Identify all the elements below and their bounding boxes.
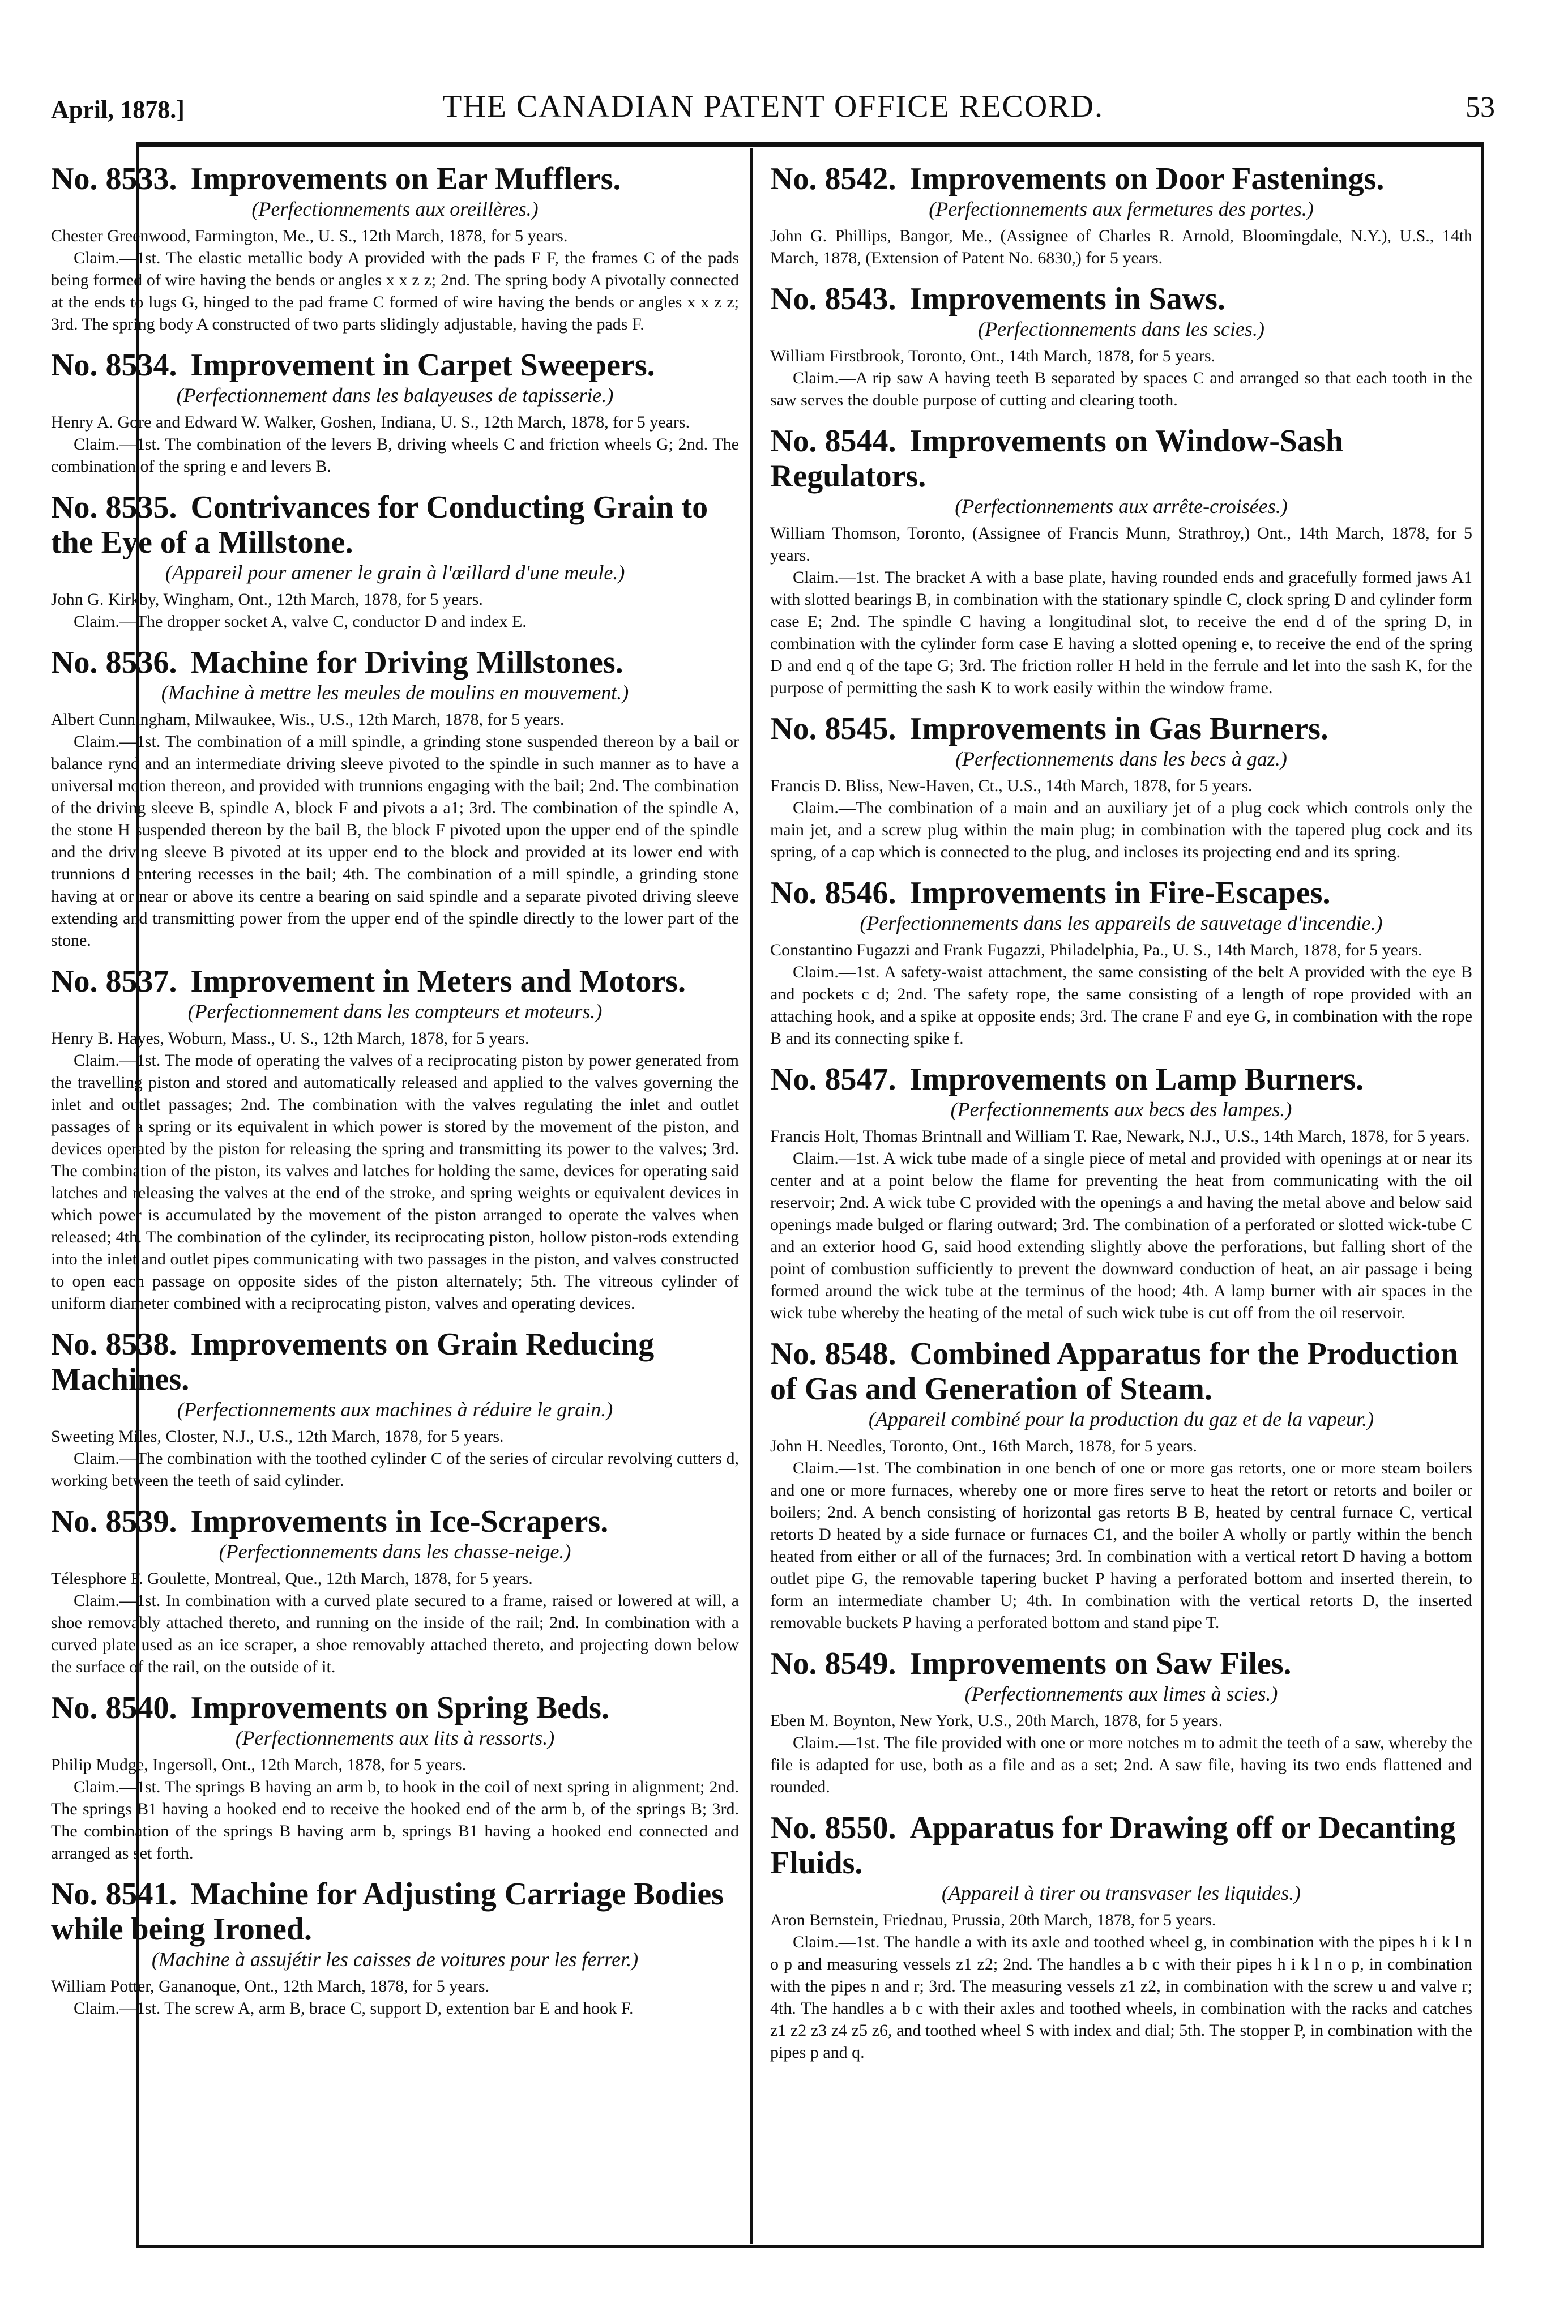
- claim-text: Claim.—1st. The combination of the levers B, driving wheels C and friction wheels G; 2nd. The combination of the spring e and levers B.: [51, 435, 739, 476]
- patent-number: No. 8540.: [51, 1690, 177, 1725]
- french-title: (Appareil à tirer ou transvaser les liquides.): [941, 1882, 1301, 1904]
- french-title: (Appareil combiné pour la production du gaz et de la vapeur.): [868, 1408, 1374, 1430]
- applicant-line: John H. Needles, Toronto, Ont., 16th March, 1878, for 5 years.: [770, 1437, 1197, 1455]
- patent-number: No. 8541.: [51, 1877, 177, 1912]
- applicant-line: Constantino Fugazzi and Frank Fugazzi, Philadelphia, Pa., U. S., 14th March, 1878, for 5 years.: [770, 941, 1422, 959]
- claim-text: Claim.—1st. The handle a with its axle and toothed wheel g, in combination with the pipes h i k l n o p and measuring vessels z1 z2; 2nd. The handles a b c with their pipes h i k l n o p, in combination with the pipes n and r; 3rd. The measuring vessels z1 z2, in combination with the screw u and valve r; 4th. The handles a b c with their axles and toothed wheels, in combination with the racks and catches z1 z2 z3 z4 z5 z6, and toothed wheel S with index and dial; 5th. The stopper P, in combination with the pipes p and q.: [770, 1933, 1472, 2062]
- patent-entry: [51, 1327, 739, 1492]
- patent-number: No. 8537.: [51, 964, 177, 999]
- patent-title-text: Improvements in Fire-Escapes.: [909, 875, 1331, 911]
- right-column: [770, 161, 1472, 2076]
- patent-entry: [770, 161, 1472, 269]
- patent-entry: [770, 711, 1472, 863]
- publication-title: THE CANADIAN PATENT OFFICE RECORD.: [442, 89, 1104, 124]
- patent-number: No. 8545.: [770, 711, 896, 746]
- french-title: (Machine à assujétir les caisses de voitures pour les ferrer.): [151, 1948, 639, 1971]
- column-divider: [750, 148, 753, 2244]
- patent-number: No. 8548.: [770, 1336, 896, 1372]
- patent-entry: [51, 1690, 739, 1864]
- patent-title-text: Contrivances for Conducting Grain to the Eye of a Millstone.: [51, 490, 708, 560]
- claim-text: Claim.—1st. The springs B having an arm b, to hook in the coil of next spring in alignment; 2nd. The springs B1 having a hooked end to receive the hooked end of the arm b, of the springs B; 3rd. The combination of the springs B having arm b, springs B1 having a hooked end connected and arranged as set forth.: [51, 1778, 739, 1862]
- french-title: (Perfectionnements aux lits à ressorts.): [235, 1727, 555, 1749]
- patent-title: [770, 161, 1472, 196]
- patent-number: No. 8550.: [770, 1810, 896, 1845]
- patent-number: No. 8547.: [770, 1062, 896, 1097]
- applicant-line: Eben M. Boynton, New York, U.S., 20th March, 1878, for 5 years.: [770, 1711, 1223, 1730]
- patent-title-text: Improvements on Spring Beds.: [190, 1690, 609, 1725]
- patent-title: [51, 1327, 739, 1397]
- patent-number: No. 8536.: [51, 645, 177, 680]
- issue-date: April, 1878.]: [51, 96, 185, 123]
- patent-entry: [51, 964, 739, 1314]
- patent-title: [770, 424, 1472, 494]
- patent-number: No. 8534.: [51, 348, 177, 383]
- claim-text: Claim.—1st. The combination in one bench of one or more gas retorts, one or more steam boilers and one or more furnaces, whereby one or more fires serve to heat the retort or retorts and boiler or boilers; 2nd. A bench consisting of horizontal gas retorts B B, heated by central furnace C, vertical retorts D heated by a side furnace or furnaces C1, and the boiler A wholly or partly within the bench heated from either or all of the furnaces; 3rd. In combination with a vertical retort D having a bottom outlet pipe G, the removable tapering bucket P having a perforated bottom and inserted therein, to form an intermediate chamber U; 4th. In combination with the vertical retorts D, the inserted removable buckets P having a perforated bottom and stand pipe T.: [770, 1459, 1472, 1632]
- claim-text: Claim.—1st. The mode of operating the valves of a reciprocating piston by power generated from the travelling piston and stored and automatically released and applied to the valves governing the inlet and outlet passages; 2nd. The combination with the valves regulating the inlet and outlet passages of a spring or its equivalent in which power is stored by the movement of the piston, and devices operated by the piston for releasing the spring and transmitting its power to the valves; 3rd. The combination of the piston, its valves and latches for holding the same, devices for operating said latches and releasing the valves at the end of the stroke, and spring weights or equivalent devices in which power is accumulated by the movement of the piston arranged to operate the valves when released; 4th. The combination of the cylinder, its reciprocating piston, hollow piston-rods extending into the inlet and outlet pipes communicating with two passages in the piston, and valves constructed to open each passage on opposite sides of the piston alternately; 5th. The vitreous cylinder of uniform diameter combined with a reciprocating piston, valves and operating devices.: [51, 1051, 739, 1313]
- french-title: (Perfectionnements aux oreillères.): [251, 198, 539, 220]
- french-title: (Perfectionnements aux arrête-croisées.): [955, 495, 1288, 518]
- french-title: (Perfectionnement dans les balayeuses de tapisserie.): [176, 384, 614, 407]
- applicant-line: Philip Mudge, Ingersoll, Ont., 12th March, 1878, for 5 years.: [51, 1755, 467, 1774]
- patent-number: No. 8538.: [51, 1327, 177, 1362]
- patent-entry: [51, 1877, 739, 2019]
- french-title: (Perfectionnements dans les chasse-neige.): [219, 1540, 571, 1563]
- page-header: [51, 85, 1495, 136]
- french-title: (Perfectionnements aux machines à réduire le grain.): [177, 1398, 613, 1421]
- patent-entry: [51, 348, 739, 477]
- patent-number: No. 8543.: [770, 281, 896, 317]
- patent-title: [770, 1336, 1472, 1407]
- patent-title-text: Apparatus for Drawing off or Decanting Fluids.: [770, 1810, 1456, 1881]
- applicant-line: John G. Kirkby, Wingham, Ont., 12th March, 1878, for 5 years.: [51, 590, 483, 609]
- patent-title: [51, 1690, 739, 1725]
- patent-title: [51, 1877, 739, 1947]
- patent-entry: [770, 1646, 1472, 1798]
- patent-title: [51, 645, 739, 680]
- applicant-line: Télesphore F. Goulette, Montreal, Que., 12th March, 1878, for 5 years.: [51, 1569, 533, 1588]
- patent-entry: [51, 490, 739, 633]
- patent-title: [770, 1062, 1472, 1097]
- applicant-line: Sweeting Miles, Closter, N.J., U.S., 12th March, 1878, for 5 years.: [51, 1427, 504, 1446]
- patent-title-text: Combined Apparatus for the Production of Gas and Generation of Steam.: [770, 1336, 1459, 1407]
- french-title: (Perfectionnements aux limes à scies.): [964, 1682, 1278, 1705]
- applicant-line: Aron Bernstein, Friednau, Prussia, 20th March, 1878, for 5 years.: [770, 1911, 1216, 1929]
- claim-text: Claim.—1st. The file provided with one or more notches m to admit the teeth of a saw, whereby the file is adapted for use, both as a file and as a set; 2nd. A saw file, having its two ends flattened and rounded.: [770, 1733, 1472, 1796]
- left-column: [51, 161, 739, 2032]
- french-title: (Machine à mettre les meules de moulins en mouvement.): [161, 681, 629, 704]
- patent-title-text: Improvement in Carpet Sweepers.: [190, 348, 655, 383]
- applicant-line: Henry B. Hayes, Woburn, Mass., U. S., 12th March, 1878, for 5 years.: [51, 1029, 529, 1048]
- patent-title: [51, 1504, 739, 1539]
- patent-number: No. 8549.: [770, 1646, 896, 1681]
- french-title: (Perfectionnements aux becs des lampes.): [950, 1098, 1292, 1121]
- patent-title-text: Improvements in Gas Burners.: [909, 711, 1328, 746]
- claim-text: Claim.—1st. The bracket A with a base plate, having rounded ends and gracefully formed jaws A1 with slotted bearings B, in combination with the stationary spindle C, clock spring D and cylinder form case E; 2nd. The spindle C having a longitudinal slot, to receive the end d of the spring D, in combination with the cylinder form case E having a slotted opening e, to receive the end of the spring D and end q of the tape G; 3rd. The friction roller H held in the ferrule and let into the sash K, for the purpose of permitting the sash K to work easily within the window frame.: [770, 568, 1472, 697]
- patent-entry: [770, 281, 1472, 411]
- patent-title: [770, 875, 1472, 911]
- patent-number: No. 8546.: [770, 875, 896, 911]
- claim-text: Claim.—1st. The screw A, arm B, brace C, support D, extention bar E and hook F.: [74, 1999, 634, 2018]
- patent-title-text: Improvement in Meters and Motors.: [190, 964, 686, 999]
- claim-text: Claim.—The dropper socket A, valve C, conductor D and index E.: [74, 612, 527, 631]
- patent-title: [770, 711, 1472, 746]
- applicant-line: Henry A. Gore and Edward W. Walker, Goshen, Indiana, U. S., 12th March, 1878, for 5 years.: [51, 413, 690, 432]
- french-title: (Perfectionnements dans les scies.): [978, 318, 1264, 340]
- applicant-line: William Firstbrook, Toronto, Ont., 14th March, 1878, for 5 years.: [770, 347, 1216, 365]
- claim-text: Claim.—1st. The elastic metallic body A provided with the pads F F, the frames C of the pads being formed of wire having the bends or angles x x z z; 2nd. The spring body A pivotally connected at the ends to lugs G, hinged to the pad frame C formed of wire having the bends or angles x x z z; 3rd. The spring body A constructed of two parts slidingly adjustable, having the pads F.: [51, 249, 739, 334]
- french-title: (Perfectionnements dans les appareils de sauvetage d'incendie.): [860, 912, 1383, 934]
- patent-title-text: Machine for Driving Millstones.: [190, 645, 623, 680]
- patent-title-text: Improvements on Lamp Burners.: [909, 1062, 1364, 1097]
- patent-title-text: Improvements on Window-Sash Regulators.: [770, 424, 1343, 494]
- patent-title: [770, 281, 1472, 317]
- patent-title: [51, 490, 739, 560]
- patent-number: No. 8533.: [51, 161, 177, 196]
- french-title: (Perfectionnements dans les becs à gaz.): [955, 747, 1287, 770]
- patent-title-text: Improvements on Grain Reducing Machines.: [51, 1327, 655, 1397]
- patent-entry: [770, 875, 1472, 1049]
- patent-entry: [770, 1336, 1472, 1634]
- patent-title: [51, 964, 739, 999]
- applicant-line: William Thomson, Toronto, (Assignee of Francis Munn, Strathroy,) Ont., 14th March, 1878, for 5 years.: [770, 524, 1472, 565]
- applicant-line: William Potter, Gananoque, Ont., 12th March, 1878, for 5 years.: [51, 1977, 490, 1996]
- claim-text: Claim.—1st. The combination of a mill spindle, a grinding stone suspended thereon by a bail or balance rynd and an intermediate driving sleeve pivoted to the spindle in such manner as to have a universal motion thereon, and provided with trunnions engaging with the bail; 2nd. The combination of the driving sleeve B, spindle A, block F and pivots a a1; 3rd. The combination of the spindle A, the stone H suspended thereon by the bail B, the block F pivoted upon the upper end of the spindle and the driving sleeve B pivoted at its upper end to the block and provided at its lower end with trunnions d entering recesses in the bail; 4th. The combination of a mill spindle, a grinding stone having at or near or above its centre a bearing on said spindle and a separate pivoted driving sleeve extending and transmitting power from the upper end of the spindle directly to the lower part of the stone.: [51, 732, 739, 950]
- applicant-line: Albert Cunningham, Milwaukee, Wis., U.S., 12th March, 1878, for 5 years.: [51, 710, 565, 729]
- applicant-line: Francis Holt, Thomas Brintnall and William T. Rae, Newark, N.J., U.S., 14th March, 1878, for 5 years.: [770, 1127, 1470, 1146]
- patent-number: No. 8539.: [51, 1504, 177, 1539]
- patent-number: No. 8535.: [51, 490, 177, 525]
- patent-title: [770, 1646, 1472, 1681]
- patent-title-text: Improvements on Saw Files.: [909, 1646, 1292, 1681]
- applicant-line: Francis D. Bliss, New-Haven, Ct., U.S., 14th March, 1878, for 5 years.: [770, 776, 1253, 795]
- patent-entry: [770, 1062, 1472, 1324]
- patent-entry: [51, 1504, 739, 1678]
- patent-title-text: Improvements in Saws.: [909, 281, 1225, 317]
- claim-text: Claim.—1st. A safety-waist attachment, the same consisting of the belt A provided with the eye B and pockets c d; 2nd. The safety rope, the same consisting of a length of rope provided with an attaching hook, and a spike at opposite ends; 3rd. The crane F and eye G, in combination with the rope B and its connecting spike f.: [770, 963, 1472, 1048]
- applicant-line: Chester Greenwood, Farmington, Me., U. S., 12th March, 1878, for 5 years.: [51, 227, 568, 245]
- patent-entry: [770, 424, 1472, 699]
- claim-text: Claim.—1st. A wick tube made of a single piece of metal and provided with openings at or near its center and at a point below the flame for preventing the heat from communicating with the oil reservoir; 2nd. A wick tube C provided with the openings a and having the metal above and below said openings made bulged or flaring outward; 3rd. The combination of a perforated or slotted wick-tube C and an exterior hood G, said hood extending slightly above the perforations, but falling short of the point of combustion sufficiently to prevent the downward conduction of heat, an air passage i being formed around the wick tube at the terminus of the hood; 4th. A lamp burner with air spaces in the wick tube whereby the heating of the metal of such wick tube is cut off from the oil reservoir.: [770, 1149, 1472, 1322]
- french-title: (Appareil pour amener le grain à l'œillard d'une meule.): [165, 561, 625, 584]
- french-title: (Perfectionnements aux fermetures des portes.): [929, 198, 1314, 220]
- patent-title-text: Improvements in Ice-Scrapers.: [190, 1504, 609, 1539]
- patent-entry: [51, 645, 739, 951]
- patent-title: [770, 1810, 1472, 1881]
- french-title: (Perfectionnement dans les compteurs et moteurs.): [187, 1000, 603, 1023]
- patent-title-text: Machine for Adjusting Carriage Bodies while being Ironed.: [51, 1877, 724, 1947]
- page-number: 53: [1466, 91, 1495, 123]
- patent-number: No. 8544.: [770, 424, 896, 459]
- patent-title-text: Improvements on Ear Mufflers.: [190, 161, 621, 196]
- patent-title: [51, 161, 739, 196]
- claim-text: Claim.—The combination of a main and an auxiliary jet of a plug cock which controls only the main jet, and a screw plug within the main plug; in combination with the tapered plug cock and its spring, of a cap which is connected to the plug, and incloses its projecting end and its spring.: [770, 798, 1472, 861]
- claim-text: Claim.—A rip saw A having teeth B separated by spaces C and arranged so that each tooth in the saw serves the double purpose of cutting and clearing tooth.: [770, 369, 1472, 409]
- patent-entry: [51, 161, 739, 335]
- patent-title: [51, 348, 739, 383]
- patent-title-text: Improvements on Door Fastenings.: [909, 161, 1385, 196]
- claim-text: Claim.—1st. In combination with a curved plate secured to a frame, raised or lowered at will, a shoe removably attached thereto, and running on the inside of the rail; 2nd. In combination with a curved plate used as an ice scraper, a shoe removably attached thereto, and projecting down below the surface of the rail, on the outside of it.: [51, 1591, 739, 1676]
- applicant-line: John G. Phillips, Bangor, Me., (Assignee of Charles R. Arnold, Bloomingdale, N.Y.), U.S., 14th March, 1878, (Extension of Patent No. 6830,) for 5 years.: [770, 227, 1472, 267]
- patent-number: No. 8542.: [770, 161, 896, 196]
- patent-entry: [770, 1810, 1472, 2064]
- claim-text: Claim.—The combination with the toothed cylinder C of the series of circular revolving cutters d, working between the teeth of said cylinder.: [51, 1449, 739, 1490]
